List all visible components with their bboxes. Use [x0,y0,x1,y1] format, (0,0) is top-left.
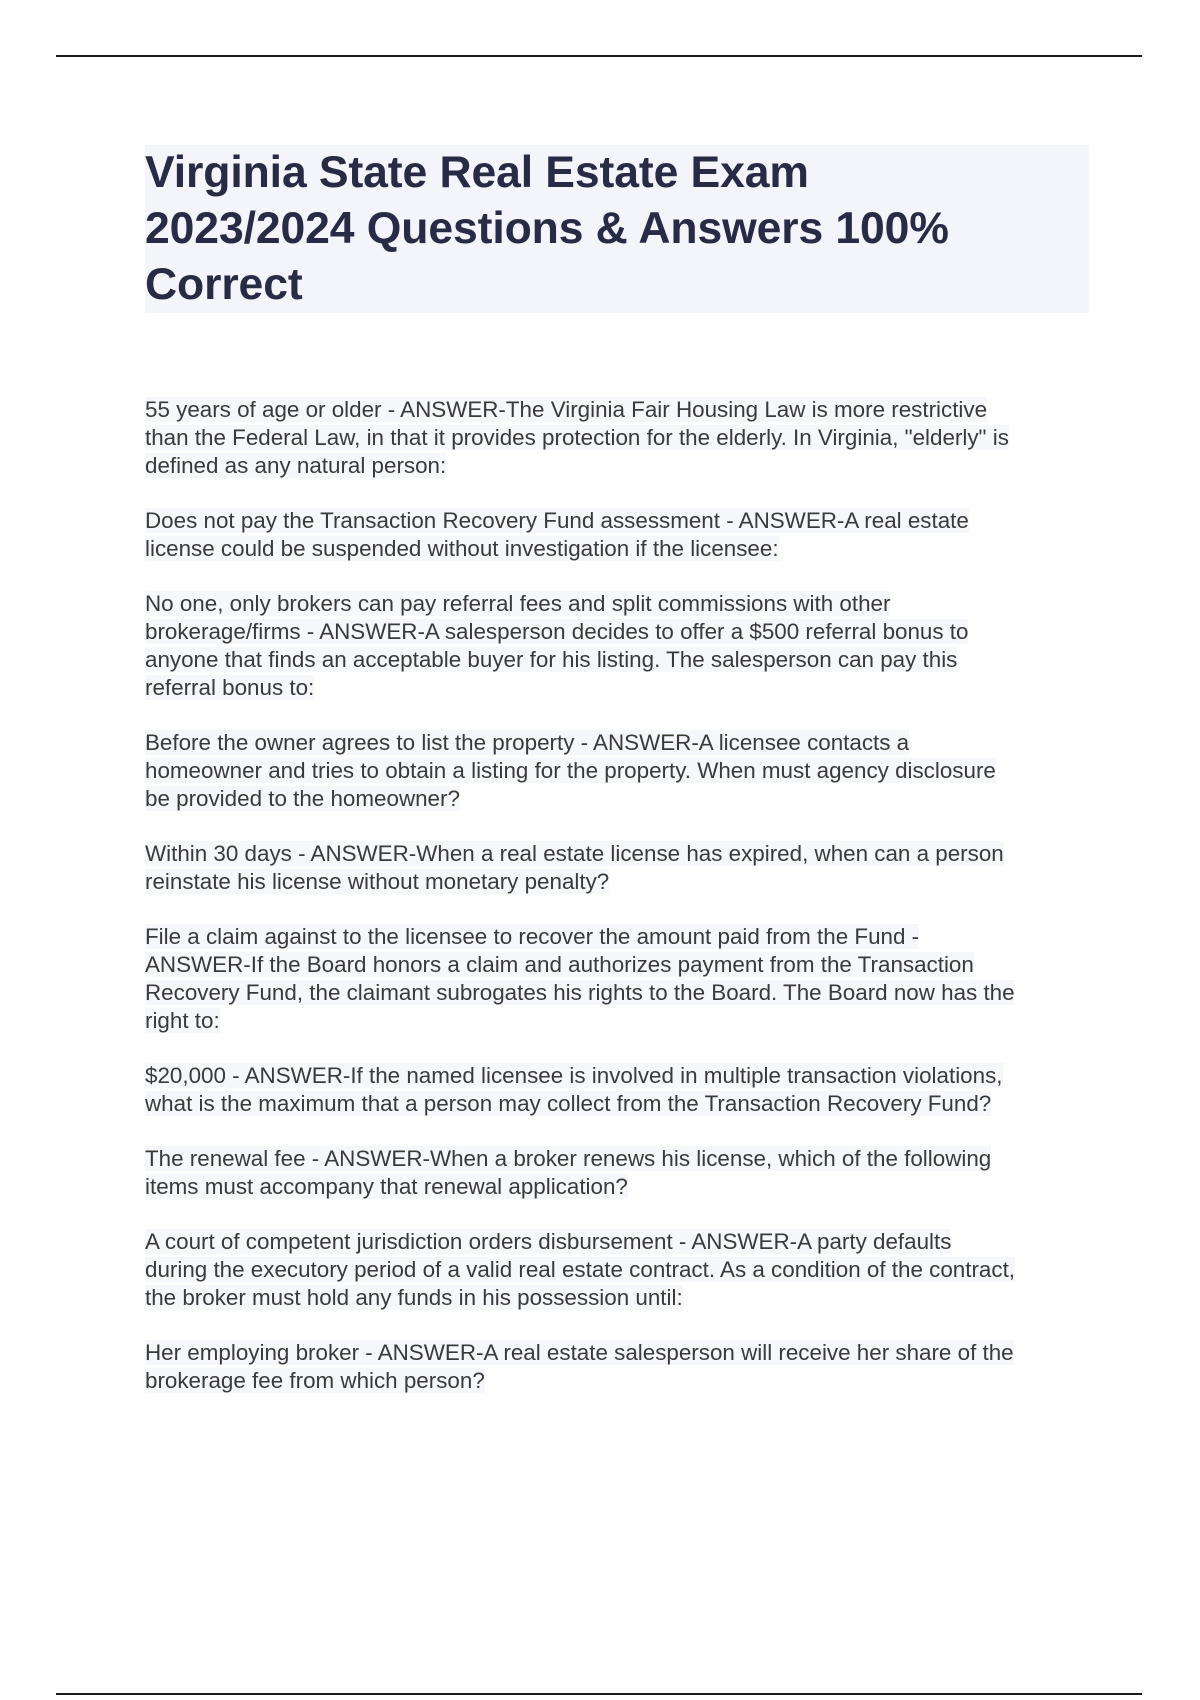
footer-rule [56,1693,1142,1695]
qa-item [145,1062,1095,1118]
qa-item-text: Her employing broker - ANSWER-A real estate salesperson will receive her share of the brokerage fee from which person? [145,1340,1014,1393]
qa-item-text: Within 30 days - ANSWER-When a real estate license has expired, when can a person reinstate his license without monetary penalty? [145,841,1004,894]
qa-item-text: No one, only brokers can pay referral fees and split commissions with other brokerage/firms - ANSWER-A salesperson decides to offer a $500 referral bonus to anyone that finds an acceptable buyer for his listing. The salesperson can pay this referral bonus to: [145,591,969,700]
qa-item-text: File a claim against to the licensee to recover the amount paid from the Fund - ANSWER-If the Board honors a claim and authorizes payment from the Transaction Recovery Fund, the claimant subrogates his rights to the Board. The Board now has the right to: [145,924,1015,1033]
qa-item [145,1145,1095,1201]
document-title: Virginia State Real Estate Exam 2023/2024 Questions & Answers 100% Correct [145,148,949,309]
qa-list [145,396,1095,1422]
qa-item-text: Before the owner agrees to list the property - ANSWER-A licensee contacts a homeowner and tries to obtain a listing for the property. When must agency disclosure be provided to the homeowner? [145,730,996,811]
qa-item [145,729,1095,813]
qa-item-text: The renewal fee - ANSWER-When a broker renews his license, which of the following items must accompany that renewal application? [145,1146,992,1199]
qa-item [145,840,1095,896]
qa-item [145,1339,1095,1395]
qa-item [145,590,1095,702]
qa-item [145,507,1095,563]
title-block [145,145,1089,313]
qa-item [145,923,1095,1035]
qa-item [145,396,1095,480]
qa-item [145,1228,1095,1312]
qa-item-text: 55 years of age or older - ANSWER-The Virginia Fair Housing Law is more restrictive than the Federal Law, in that it provides protection for the elderly. In Virginia, "elderly" is defined as any natural person: [145,397,1009,478]
header-rule [56,55,1142,57]
qa-item-text: A court of competent jurisdiction orders disbursement - ANSWER-A party defaults during the executory period of a valid real estate contract. As a condition of the contract, the broker must hold any funds in his possession until: [145,1229,1016,1310]
qa-item-text: $20,000 - ANSWER-If the named licensee is involved in multiple transaction violations, what is the maximum that a person may collect from the Transaction Recovery Fund? [145,1063,1003,1116]
qa-item-text: Does not pay the Transaction Recovery Fund assessment - ANSWER-A real estate license could be suspended without investigation if the licensee: [145,508,969,561]
